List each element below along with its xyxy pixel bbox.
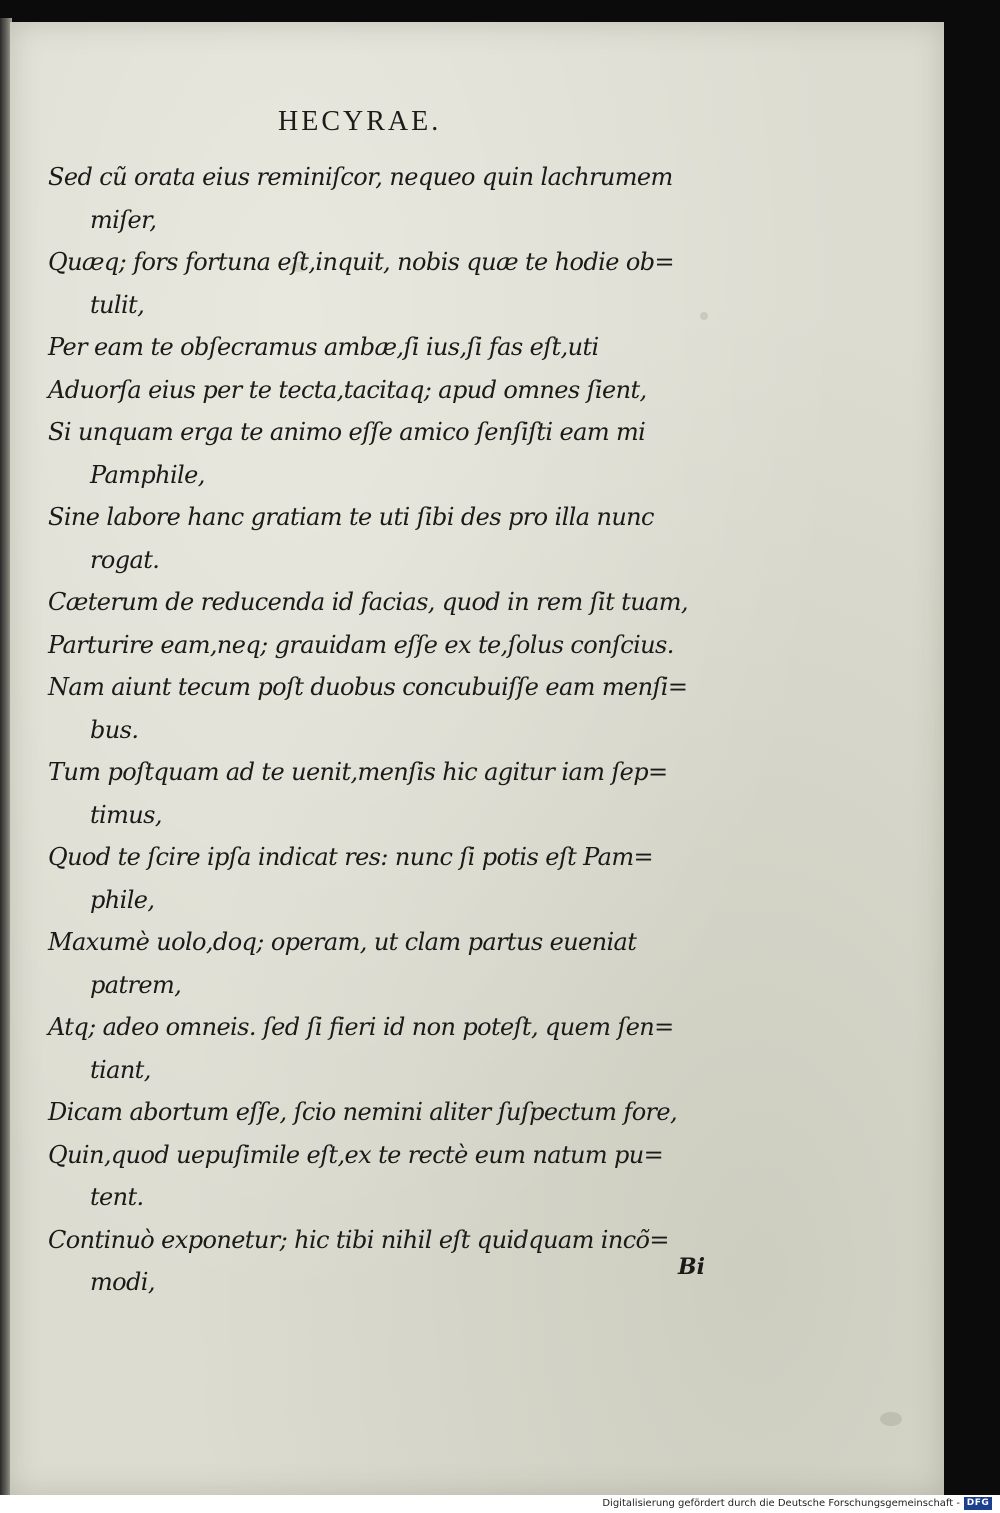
text-line: Quin,quod uериſimile eſt,ex te rectè eum natum pu= <box>48 1140 664 1169</box>
text-line: Sine labore hanc gratiam te uti ſibi des pro illa nunc <box>48 503 654 531</box>
footer-bar <box>0 1495 1000 1513</box>
text-line: Si unquam erga te animo eſſe amico ſenſiſti eam mi <box>48 418 646 446</box>
text-line: Maxumè uolo,doq; operam, ut clam partus eueniat <box>48 928 637 956</box>
text-line: tent. <box>90 1183 144 1211</box>
paper-stain <box>880 1412 902 1426</box>
text-line: Parturire eam,neq; grauidam eſſe ex te,ſolus conſcius. <box>48 630 674 659</box>
text-line: modi, <box>90 1268 155 1296</box>
text-line: Dicam abortum eſſe, ſcio nemini aliter ſuſpectum fore, <box>48 1098 678 1126</box>
dfg-logo: DFG <box>964 1497 992 1510</box>
text-line: Sed cũ orata eius reminiſcor, nequeo quin lachrumem <box>48 163 673 191</box>
text-line: miſer, <box>90 205 157 234</box>
text-line: Cæterum de reducenda id facias, quod in rem ſit tuam, <box>48 588 688 616</box>
text-line: tulit, <box>90 290 145 319</box>
text-line: Tum poſtquam ad te uenit,menſis hic agitur iam ſep= <box>48 758 668 786</box>
book-page <box>10 22 944 1495</box>
text-line: Quod te ſcire ipſa indicat res: nunc ſi potis eſt Pam= <box>48 843 654 871</box>
text-line: Atq; adeo omneis. ſed ſi fieri id non poteſt, quem ſen= <box>48 1013 674 1041</box>
text-line: Aduorſa eius per te tecta,tacitaq; apud omnes ſient, <box>48 375 647 404</box>
text-line: bus. <box>90 715 139 744</box>
text-line: rogat. <box>90 545 160 574</box>
text-line: Quæq; fors fortuna eſt,inquit, nobis quæ te hodie ob= <box>48 248 674 276</box>
text-line: tiant, <box>90 1055 151 1084</box>
running-head: HECYRAE. <box>278 106 442 137</box>
text-line: Nam aiunt tecum poſt duobus concubuiſſe eam menſi= <box>48 673 688 701</box>
text-line: Pamphile, <box>90 460 205 489</box>
verse-text-block <box>48 156 728 1304</box>
text-line: Continuò exponetur; hic tibi nihil eſt quidquam incõ= <box>48 1225 669 1254</box>
text-line: patrem, <box>90 970 182 999</box>
text-line: Per eam te obſecramus ambæ,ſi ius,ſi fas eſt,uti <box>48 333 599 361</box>
text-line: timus, <box>90 800 162 829</box>
signature-mark: Bi <box>678 1254 705 1280</box>
text-line: phile, <box>90 885 155 914</box>
funding-credit: Digitalisierung gefördert durch die Deutsche Forschungsgemeinschaft - <box>602 1498 960 1509</box>
